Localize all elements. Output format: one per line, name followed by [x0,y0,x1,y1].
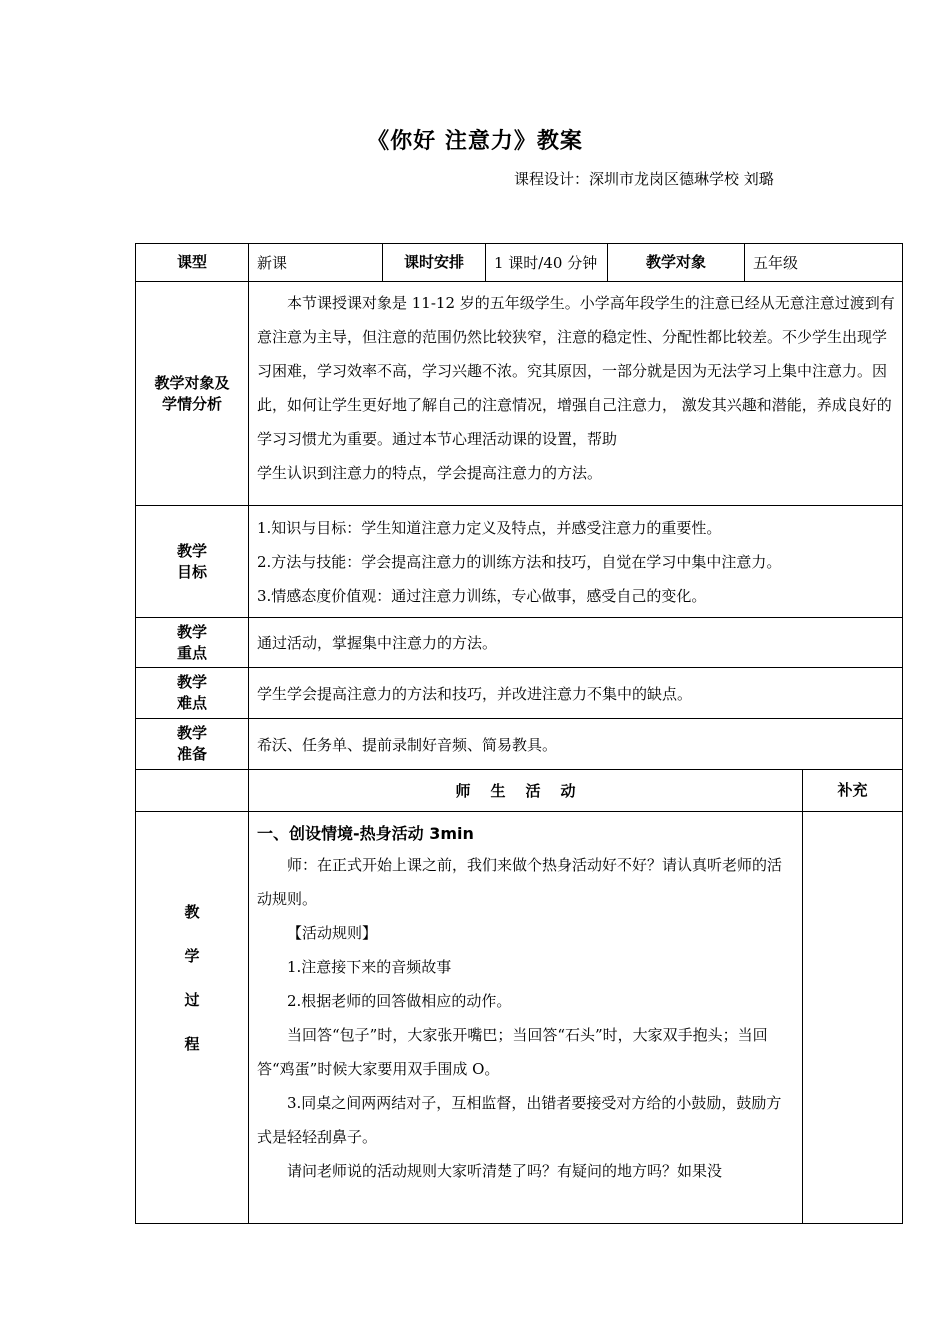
page-title: 《你好 注意力》教案 [367,129,583,154]
preparation-text: 希沃、任务单、提前录制好音频、简易教具。 [249,719,903,770]
course-type-value: 新课 [249,244,383,282]
analysis-text: 本节课授课对象是 11-12 岁的五年级学生。小学高年段学生的注意已经从无意注意过渡到有意注意为主导，但注意的范围仍然比较狭窄，注意的稳定性、分配性都比较差。不少学生出现学习困难，学习效率不高，学习兴趣不浓。究其原因，一部分就是因为无法学习上集中注意力。因此，如何让学生更好地了解自己的注意情况，增强自己注意力， 激发其兴趣和潜能，养成良好的学习习惯尤为重要。通过本节心理活动课的设置，帮助 [257,294,895,448]
process-paragraph: 当回答“包子”时，大家张开嘴巴；当回答“石头”时，大家双手抱头；当回答“鸡蛋”时候大家要用双手围成 O。 [257,1026,768,1078]
process-content [249,812,803,1224]
teaching-target-label: 教学对象 [608,244,745,282]
activity-header-blank [136,770,249,812]
section-title: 一、创设情境-热身活动 3min [257,824,474,843]
difficulty-label-line1: 教学 [176,673,207,691]
process-label-char: 过 [184,991,200,1009]
difficulty-label-line2: 难点 [176,694,207,712]
process-label-char: 学 [184,947,200,965]
activity-header-row [136,770,903,812]
key-point-label-line2: 重点 [176,643,207,662]
key-point-row [136,618,903,668]
process-paragraph: 3.同桌之间两两结对子，互相监督，出错者要接受对方给的小鼓励，鼓励方式是轻轻刮鼻子。 [257,1094,782,1146]
analysis-text-last: 学生认识到注意力的特点，学会提高注意力的方法。 [257,464,603,482]
process-paragraph: 请问老师说的活动规则大家听清楚了吗？有疑问的地方吗？如果没 [287,1162,723,1180]
preparation-label-line2: 准备 [176,745,207,763]
analysis-label: 教学对象及学情分析 [136,282,249,506]
goals-label [136,506,249,618]
course-designer: 课程设计：深圳市龙岗区德琳学校 刘璐 [514,170,774,188]
preparation-label [136,719,249,770]
goal-item: 1.知识与目标：学生知道注意力定义及特点，并感受注意力的重要性。 [257,518,722,537]
process-paragraph: 师：在正式开始上课之前，我们来做个热身活动好不好？请认真听老师的活动规则。 [257,856,783,908]
process-paragraph: 1.注意接下来的音频故事 [287,958,452,976]
goals-row [136,506,903,618]
preparation-label-line1: 教学 [176,724,207,742]
header-row [136,244,903,282]
process-supplement [803,812,903,1224]
goal-item: 2.方法与技能：学会提高注意力的训练方法和技巧，自觉在学习中集中注意力。 [257,552,782,571]
analysis-content [249,282,903,506]
goals-content [249,506,903,618]
goals-label-line1: 教学 [176,541,207,560]
key-point-text: 通过活动，掌握集中注意力的方法。 [249,618,903,668]
course-type-label: 课型 [136,244,249,282]
process-paragraph: 【活动规则】 [287,924,378,942]
supplement-header: 补充 [803,770,903,812]
difficulty-label [136,668,249,719]
difficulty-row [136,668,903,719]
class-hours-label: 课时安排 [383,244,486,282]
process-label [136,812,249,1224]
analysis-row [136,282,903,506]
goal-item: 3.情感态度价值观：通过注意力训练，专心做事，感受自己的变化。 [257,586,707,605]
key-point-label [136,618,249,668]
goals-label-line2: 目标 [176,562,207,581]
preparation-row [136,719,903,770]
key-point-label-line1: 教学 [176,622,207,641]
activity-header: 师生活动 [249,770,803,812]
teaching-target-value: 五年级 [745,244,903,282]
process-row [136,812,903,1224]
lesson-plan-table [135,243,903,1224]
process-paragraph: 2.根据老师的回答做相应的动作。 [287,992,512,1010]
class-hours-value: 1 课时/40 分钟 [486,244,608,282]
process-label-char: 程 [184,1035,200,1053]
process-label-char: 教 [184,903,200,921]
difficulty-text: 学生学会提高注意力的方法和技巧，并改进注意力不集中的缺点。 [249,668,903,719]
